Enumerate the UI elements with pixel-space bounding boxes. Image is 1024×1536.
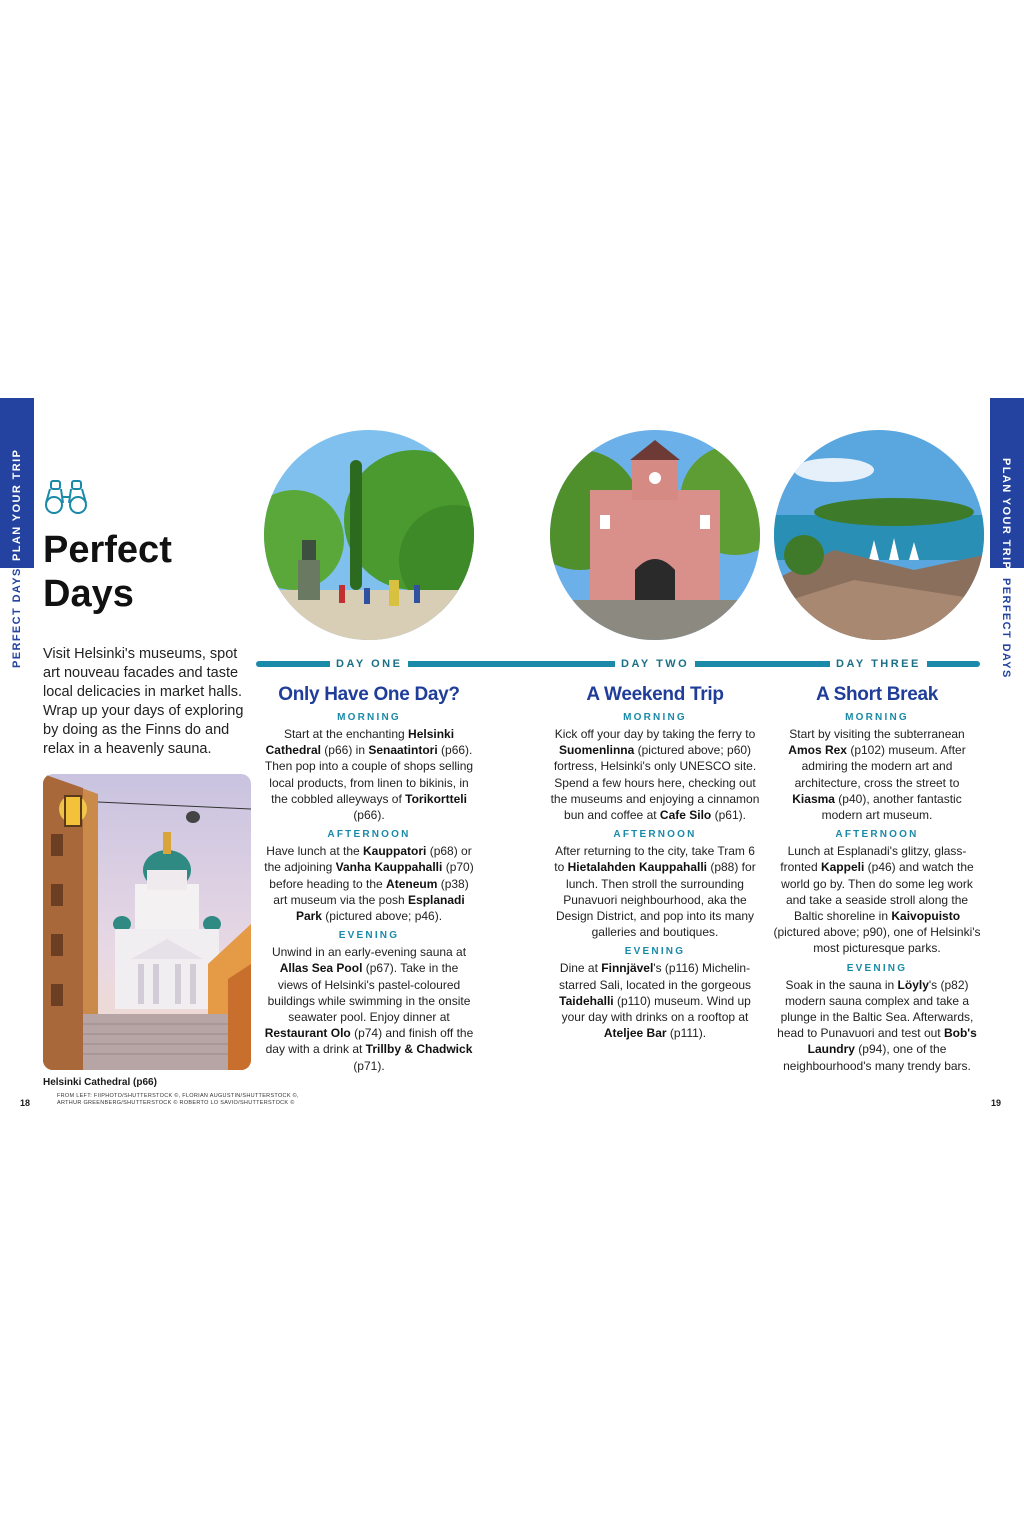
page-number-left: 18 (20, 1098, 31, 1108)
place-name: Kiasma (792, 791, 835, 806)
evening-label: EVENING (846, 962, 908, 974)
text-run: (p61). (711, 808, 746, 823)
day-three-label: DAY THREE (830, 656, 927, 672)
place-name: Torikortteli (405, 791, 467, 806)
place-name: Kappeli (820, 860, 865, 875)
day-two-heading: A Weekend Trip (586, 684, 724, 705)
place-name: Hietalahden Kauppahalli (567, 860, 707, 875)
morning-text (550, 726, 760, 823)
text-run: (p110) museum. Wind up your day with drinks on a rooftop at (561, 993, 751, 1025)
place-name: Finnjävel (601, 961, 654, 976)
text-run: (p38) art museum via the posh (273, 876, 469, 907)
place-name: Suomenlinna (558, 743, 635, 758)
place-name: Ateljee Bar (603, 1026, 667, 1041)
afternoon-label: AFTERNOON (613, 829, 697, 841)
place-name: Helsinki Cathedral (265, 727, 455, 758)
text-run: Lunch at Esplanadi's glitzy, glass-fronted (780, 844, 967, 875)
place-name: Bob's Laundry (807, 1026, 977, 1057)
binoculars-icon (43, 479, 89, 515)
text-run: (pictured above; p60) fortress, Helsinki's only UNESCO site. Spend a few hours here, checking out the museums and enjoying a cinnamon bun and coffee at (550, 743, 760, 823)
circle-photo-suomenlinna (550, 430, 760, 640)
afternoon-label: AFTERNOON (835, 829, 919, 841)
side-label-perfect-days-left: PERFECT DAYS (11, 567, 23, 668)
day-two-label: DAY TWO (615, 656, 695, 672)
place-name: Vanha Kauppahalli (335, 860, 443, 875)
afternoon-text (550, 843, 760, 940)
cathedral-photo (43, 774, 251, 1070)
evening-text (550, 960, 760, 1041)
text-run: 's (p82) modern sauna complex and take a plunge in the Baltic Sea. Afterwards, head to Punavuori and test out (777, 977, 974, 1041)
text-run: (p74) and finish off the day with a drink at (265, 1026, 474, 1057)
morning-label: MORNING (845, 712, 909, 723)
text-run: 's (p116) Michelin-starred Sali, located in the gorgeous (558, 961, 752, 992)
place-name: Allas Sea Pool (279, 961, 363, 976)
text-run: Start by visiting the subterranean (789, 727, 965, 741)
day-one-column (264, 684, 474, 1074)
afternoon-text (264, 843, 474, 924)
text-run: (p70) before heading to the (269, 860, 474, 891)
text-run: (p111). (666, 1026, 707, 1041)
side-label-plan-your-trip-left: PLAN YOUR TRIP (11, 448, 23, 561)
text-run: (p102) museum. After admiring the modern art and architecture, cross the street to (794, 743, 966, 790)
text-run: Have lunch at the (266, 844, 364, 859)
text-run: Dine at (559, 961, 602, 976)
evening-label: EVENING (338, 930, 400, 942)
circle-photo-kaivopuisto (774, 430, 984, 640)
place-name: Trillby & Chadwick (365, 1042, 473, 1057)
intro-paragraph: Visit Helsinki's museums, spot art nouveau facades and taste local delicacies in market halls. Wrap up your days of exploring by doing as the Finns do and relax in a heavenly sauna. (43, 646, 244, 757)
day-one-label: DAY ONE (330, 656, 408, 672)
text-run: After returning to the city, take Tram 6 to (554, 844, 755, 875)
page-title (43, 528, 172, 616)
text-run: (p88) for lunch. Then stroll the surrounding Punavuori neighbourhood, aka the Design District, and pop into its many galleries and boutiques. (555, 860, 756, 940)
text-run: (p40), another fantastic modern art museum. (821, 791, 962, 823)
place-name: Kaivopuisto (891, 909, 961, 924)
text-run: (p66) in (320, 743, 369, 758)
morning-text (772, 726, 982, 823)
place-name: Restaurant Olo (264, 1026, 351, 1041)
place-name: Senaatintori (368, 743, 438, 758)
place-name: Cafe Silo (659, 808, 712, 823)
place-name: Taidehalli (559, 993, 614, 1008)
text-run: (pictured above; p90), one of Helsinki's most picturesque parks. (773, 925, 981, 956)
morning-text (264, 726, 474, 823)
circle-photo-esplanadi (264, 430, 474, 640)
text-run: Unwind in an early-evening sauna at (271, 945, 467, 960)
place-name: Kauppatori (363, 844, 427, 859)
text-run: (p66). (353, 808, 385, 823)
evening-label: EVENING (624, 946, 686, 958)
evening-text (772, 977, 982, 1074)
place-name: Amos Rex (788, 743, 847, 758)
day-one-heading: Only Have One Day? (278, 684, 460, 705)
day-three-heading: A Short Break (815, 684, 939, 705)
afternoon-label: AFTERNOON (327, 829, 411, 841)
place-name: Esplanadi Park (295, 892, 465, 924)
photo-caption: Helsinki Cathedral (p66) (43, 1077, 157, 1088)
text-run: (pictured above; p46). (321, 909, 443, 924)
title-line-1: Perfect (43, 529, 172, 571)
text-run: Soak in the sauna in (785, 977, 898, 992)
text-run: Start at the enchanting (283, 727, 409, 741)
page-number-right: 19 (991, 1098, 1002, 1108)
morning-label: MORNING (623, 712, 687, 723)
afternoon-text (772, 843, 982, 956)
side-label-plan-your-trip-right: PLAN YOUR TRIP (1000, 458, 1012, 571)
title-line-2: Days (43, 573, 134, 615)
text-run: (p67). Take in the views of Helsinki's pastel-coloured buildings while swimming in the onsite seawater pool. Enjoy dinner at (267, 961, 471, 1025)
morning-label: MORNING (337, 712, 401, 723)
side-label-perfect-days-right: PERFECT DAYS (1000, 578, 1012, 679)
text-run: (p94), one of the neighbourhood's many trendy bars. (783, 1042, 971, 1073)
text-run: Kick off your day by taking the ferry to (554, 727, 756, 741)
photo-credits: FROM LEFT: FIIPHOTO/SHUTTERSTOCK ©, FLORIAN AUGUSTIN/SHUTTERSTOCK ©, ARTHUR GREENBERG/SHUTTERSTOCK © ROBERTO LO SAVIO/SHUTTERSTOCK © (57, 1093, 299, 1106)
day-three-column (772, 684, 982, 1074)
text-run: (p46) and watch the world go by. Then do some leg work and take a seaside stroll along the Baltic shoreline in (781, 860, 974, 924)
text-run: (p71). (353, 1058, 385, 1073)
place-name: Löyly (897, 977, 929, 992)
text-run: (p66). Then pop into a couple of shops selling local products, from linen to bikinis, in the cobbled alleyways of (264, 743, 474, 806)
place-name: Ateneum (386, 876, 438, 891)
text-run: (p68) or the adjoining (264, 844, 472, 875)
evening-text (264, 944, 474, 1074)
day-two-column (550, 684, 760, 1041)
